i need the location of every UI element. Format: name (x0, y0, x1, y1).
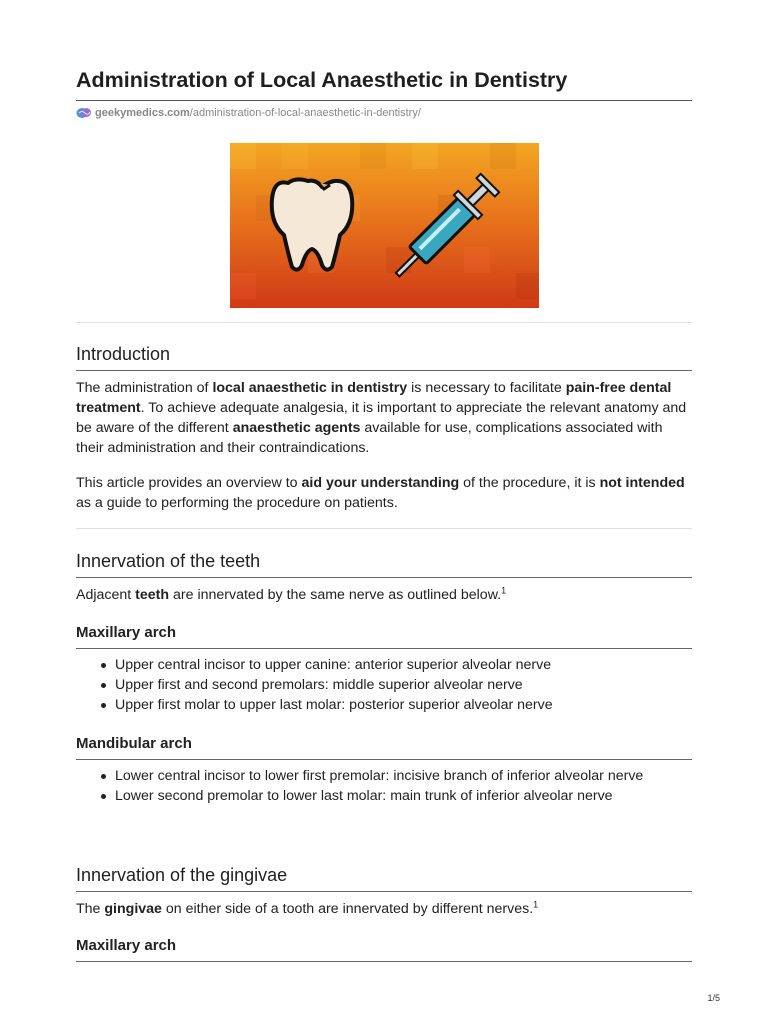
subheading-maxillary-arch: Maxillary arch (76, 937, 177, 954)
subheading-mandibular-arch: Mandibular arch (76, 735, 192, 752)
source-path: /administration-of-local-anaesthetic-in-dentistry/ (189, 107, 421, 119)
tooth-syringe-hero-image (230, 143, 539, 308)
gingivae-paragraph: The gingivae on either side of a tooth are innervated by different nerves.$^1$ (76, 899, 539, 917)
maxillary-nerve-list (76, 655, 692, 715)
title-divider (76, 100, 692, 101)
subheading-maxillary-arch: Maxillary arch (76, 624, 177, 641)
list-item: Upper central incisor to upper canine: anterior superior alveolar nerve (76, 655, 692, 675)
source-domain: geekymedics.com (95, 107, 190, 119)
section-heading-teeth: Innervation of the teeth (76, 551, 261, 571)
subheading-rule (76, 648, 692, 649)
section-heading-introduction: Introduction (76, 344, 171, 364)
list-item: Upper first and second premolars: middle superior alveolar nerve (76, 675, 692, 695)
source-link[interactable] (76, 106, 421, 120)
list-item: Lower central incisor to lower first premolar: incisive branch of inferior alveolar nerve (76, 766, 692, 786)
heading-rule (76, 370, 692, 371)
page-number: 1/5 (707, 993, 720, 1003)
subheading-rule (76, 961, 692, 962)
mandibular-nerve-list (76, 766, 692, 806)
heading-rule (76, 891, 692, 892)
section-heading-gingivae: Innervation of the gingivae (76, 865, 288, 885)
list-item: Upper first molar to upper last molar: posterior superior alveolar nerve (76, 695, 692, 715)
teeth-paragraph: Adjacent teeth are innervated by the same nerve as outlined below.$^1$ (76, 585, 507, 603)
brain-logo-icon (76, 106, 92, 120)
list-item: Lower second premolar to lower last molar: main trunk of inferior alveolar nerve (76, 786, 692, 806)
page-title: Administration of Local Anaesthetic in Dentistry (76, 68, 568, 92)
intro-paragraph-2: This article provides an overview to aid your understanding of the procedure, it is not intended as a guide to performing the procedure on patients. (76, 475, 685, 511)
section-divider (76, 528, 692, 529)
intro-paragraph-1: The administration of local anaesthetic in dentistry is necessary to facilitate pain-free dental treatment. To achieve adequate analgesia, it is important to appreciate the relevant anatomy and be aware of the different anaesthetic agents available for use, complications associated with their administration and their contraindications. (76, 380, 687, 456)
section-divider (76, 322, 692, 323)
subheading-rule (76, 759, 692, 760)
heading-rule (76, 577, 692, 578)
